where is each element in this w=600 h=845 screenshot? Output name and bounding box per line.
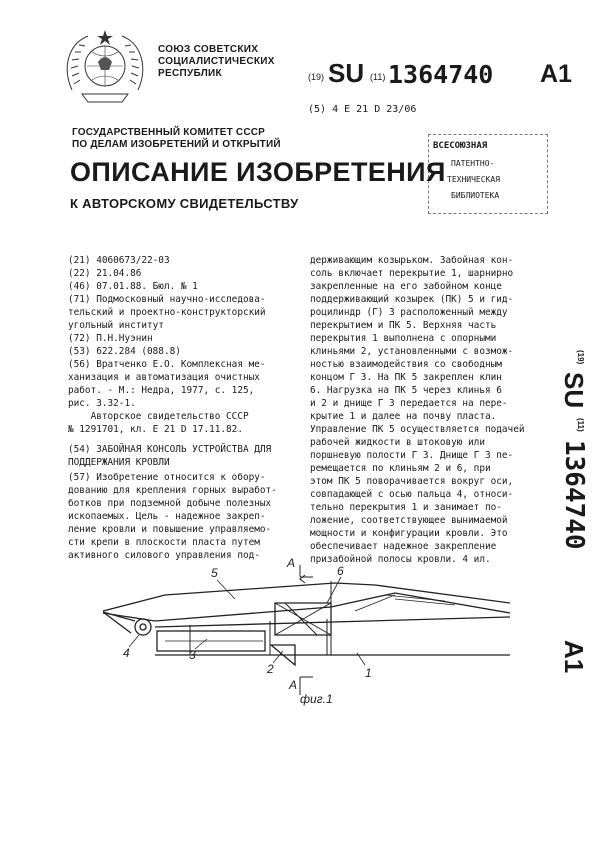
side-kind-code: A1: [559, 640, 589, 674]
abstract-line: рабочей жидкости в штоковую или: [310, 437, 485, 448]
biblio-line: работ. - М.: Недра, 1977, с. 125,: [68, 385, 255, 396]
label-a-bottom: A: [289, 678, 298, 692]
biblio-line: (22) 21.04.86: [68, 268, 142, 279]
abstract-line: сти крепи в плоскости пласта путем: [68, 537, 260, 548]
org-line: СОЦИАЛИСТИЧЕСКИХ: [158, 56, 275, 67]
abstract-line: активного силового управления под-: [68, 550, 260, 561]
abstract-line: 6. Нагрузка на ПК 5 через клинья 6: [310, 385, 502, 396]
label-a-top: A: [287, 556, 296, 570]
kind-code: A1: [540, 60, 572, 88]
label-4: 4: [123, 646, 130, 660]
abstract-line: ление кровли и повышение управляемо-: [68, 524, 272, 535]
biblio-line: (72) П.Н.Нуэнин: [68, 333, 153, 344]
publication-number: [308, 58, 598, 98]
biblio-line: № 1291701, кл. Е 21 D 17.11.82.: [68, 424, 243, 435]
biblio-line: (46) 07.01.88. Бюл. № 1: [68, 281, 198, 292]
org-line: СОЮЗ СОВЕТСКИХ: [158, 44, 259, 55]
abstract-line: клиньями 2, установленными с возмож-: [310, 346, 514, 357]
abstract-line: (57) Изобретение относится к обору-: [68, 472, 266, 483]
biblio-line: тельский и проектно-конструкторский: [68, 307, 266, 318]
abstract-line: Управление ПК 5 осуществляется подачей: [310, 424, 525, 435]
abstract-line: поршневую полости Г 3. Днище Г 3 пе-: [310, 450, 514, 461]
code-11: (11): [370, 72, 386, 82]
abstract-line: крытие 1 и далее на почву пласта.: [310, 411, 497, 422]
ussr-emblem-icon: [62, 28, 148, 108]
invention-title: (54) ЗАБОЙНАЯ КОНСОЛЬ УСТРОЙСТВА ДЛЯ: [68, 444, 272, 455]
country-code: SU: [328, 58, 365, 88]
side-patent-number: 1364740: [559, 440, 589, 550]
side-country-code: SU: [559, 372, 589, 409]
biblio-line: (21) 4060673/22-03: [68, 255, 170, 266]
abstract-line: закрепленные на его забойном конце: [310, 281, 502, 292]
side-code-11: (11): [576, 418, 585, 432]
abstract-line: тельно перекрытия 1 и занимает по-: [310, 502, 502, 513]
biblio-line: (56) Вратченко Е.О. Комплексная ме-: [68, 359, 266, 370]
code-19: (19): [308, 72, 325, 82]
side-code-19: (19): [576, 350, 585, 365]
abstract-line: призабойной полосы кровли. 4 ил.: [310, 554, 491, 565]
stamp-line: ВСЕСОЮЗНАЯ: [433, 141, 488, 151]
abstract-line: ностью взаимодействия со свободным: [310, 359, 502, 370]
stamp-line: БИБЛИОТЕКА: [451, 191, 500, 200]
org-line: РЕСПУБЛИК: [158, 68, 222, 79]
abstract-line: перекрытия 1 выполнена с опорными: [310, 333, 497, 344]
abstract-line: обеспечивает надежное закрепление: [310, 541, 497, 552]
patent-number: 1364740: [388, 60, 494, 89]
abstract-line: ремещается по клиньям 2 и 6, при: [310, 463, 491, 474]
abstract-line: концом Г 3. На ПК 5 закреплен клин: [310, 372, 502, 383]
abstract-line: держивающим козырьком. Забойная кон-: [310, 255, 514, 266]
label-2: 2: [267, 662, 274, 676]
abstract-line: поддерживающий козырек (ПК) 5 и гид-: [310, 294, 514, 305]
technical-drawing: [95, 555, 515, 715]
biblio-line: угольный институт: [68, 320, 164, 331]
biblio-line: рис. 3.32-1.: [68, 398, 136, 409]
committee-line: ГОСУДАРСТВЕННЫЙ КОМИТЕТ СССР: [72, 127, 266, 138]
abstract-line: ботков при подземной добыче полезных: [68, 498, 272, 509]
label-1: 1: [365, 666, 372, 680]
biblio-line: (71) Подмосковный научно-исследова-: [68, 294, 266, 305]
abstract-line: этом ПК 5 поворачивается вокруг оси,: [310, 476, 514, 487]
abstract-line: перекрытием и ПК 5. Верхняя часть: [310, 320, 497, 331]
figure-caption: фиг.1: [300, 692, 333, 706]
label-3: 3: [189, 648, 196, 662]
abstract-line: соль включает перекрытие 1, шарнирно: [310, 268, 514, 279]
biblio-line: ханизация и автоматизация очистных: [68, 372, 260, 383]
biblio-line: (53) 622.284 (088.8): [68, 346, 181, 357]
library-stamp: [428, 134, 548, 214]
label-6: 6: [337, 564, 344, 578]
stamp-line: ПАТЕНТНО-: [451, 159, 495, 168]
biblio-line: Авторское свидетельство СССР: [68, 411, 249, 422]
classification: (5) 4 E 21 D 23/06: [308, 104, 417, 115]
invention-title: ПОДДЕРЖАНИЯ КРОВЛИ: [68, 457, 170, 468]
stamp-line: ТЕХНИЧЕСКАЯ: [447, 175, 500, 184]
abstract-line: ископаемых. Цель - надежное закреп-: [68, 511, 266, 522]
abstract-line: совпадающей с осью пальца 4, относи-: [310, 489, 514, 500]
document-title: ОПИСАНИЕ ИЗОБРЕТЕНИЯ: [70, 157, 446, 187]
committee-line: ПО ДЕЛАМ ИЗОБРЕТЕНИЙ И ОТКРЫТИЙ: [72, 139, 281, 150]
label-5: 5: [211, 566, 218, 580]
abstract-line: ложение, соответствующее вынимаемой: [310, 515, 508, 526]
abstract-line: и 2 и днище Г 3 передается на пере-: [310, 398, 508, 409]
side-publication-number: [545, 350, 595, 674]
abstract-line: мощности и конфигурации кровли. Это: [310, 528, 508, 539]
abstract-line: дованию для крепления горных выработ-: [68, 485, 277, 496]
document-subtitle: К АВТОРСКОМУ СВИДЕТЕЛЬСТВУ: [70, 196, 299, 211]
abstract-line: роцилиндр (Г) 3 расположенный между: [310, 307, 508, 318]
